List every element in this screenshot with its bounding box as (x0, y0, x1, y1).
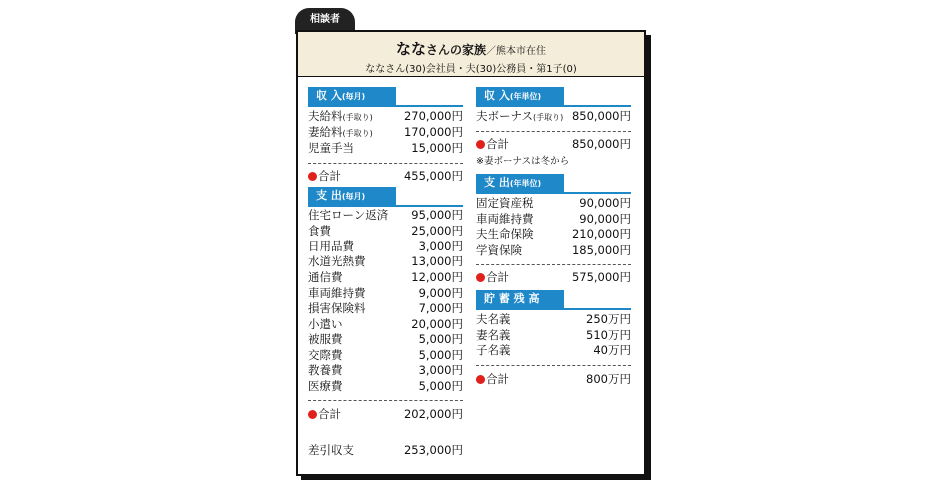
expense-yearly-label: 支 出 (484, 176, 510, 189)
expense-row (308, 363, 463, 378)
savings-name: 妻名義 (476, 328, 511, 342)
yearly-expense-value: 185,000円 (571, 243, 631, 257)
income-row-name: 児童手当 (308, 141, 354, 155)
savings-name: 子名義 (476, 343, 511, 357)
expense-row-name: 小遣い (308, 317, 343, 331)
yearly-expense-value: 90,000円 (579, 196, 631, 210)
expense-row-value: 5,000円 (418, 379, 463, 393)
red-dot-icon (308, 172, 317, 181)
expense-row (308, 379, 463, 394)
income-row-name: 夫給料 (308, 109, 343, 123)
savings-value: 40万円 (593, 343, 631, 357)
expense-row-name: 交際費 (308, 348, 343, 362)
bonus-memo: ※妻ボーナスは冬から (476, 156, 570, 167)
income-row-note: (手取り) (342, 129, 373, 138)
income-row-note: (手取り) (342, 113, 373, 122)
expense-row-value: 3,000円 (418, 363, 463, 377)
savings-total-row (476, 372, 631, 387)
card-header (298, 32, 644, 77)
expense-row-name: 通信費 (308, 270, 343, 284)
expense-monthly-unit: (毎月) (341, 192, 366, 201)
expense-row-value: 7,000円 (418, 301, 463, 315)
expense-row-value: 25,000円 (411, 224, 463, 238)
expense-yearly-unit: (年単位) (509, 179, 542, 188)
income-row (308, 109, 463, 124)
expense-row-name: 被服費 (308, 332, 343, 346)
expense-yearly-header (476, 174, 631, 194)
income-row (308, 125, 463, 140)
family-title-suffix: さんの家族 (426, 43, 487, 57)
yearly-expense-value: 210,000円 (571, 227, 631, 241)
divider (308, 400, 463, 401)
yearly-expense-name: 固定資産税 (476, 196, 534, 210)
expense-row (308, 332, 463, 347)
expense-monthly-header (308, 187, 463, 207)
income-row-name: 妻給料 (308, 125, 343, 139)
family-members: ななさん(30)会社員・夫(30)公務員・第1子(0) (365, 64, 577, 75)
red-dot-icon (476, 140, 485, 149)
savings-total-value: 800万円 (586, 372, 631, 386)
expense-monthly-label: 支 出 (316, 189, 342, 202)
yearly-expense-name: 車両維持費 (476, 212, 534, 226)
family-location: ／熊本市在住 (486, 46, 547, 57)
balance-value: 253,000円 (403, 443, 463, 457)
expense-total-value: 202,000円 (403, 407, 463, 421)
income-total-row (308, 169, 463, 184)
yearly-expense-row (476, 212, 631, 227)
savings-label: 貯 蓄 残 高 (476, 290, 564, 308)
expense-row (308, 286, 463, 301)
expense-row (308, 301, 463, 316)
red-dot-icon (476, 273, 485, 282)
yearly-expense-name: 学資保険 (476, 243, 522, 257)
savings-value: 510万円 (586, 328, 631, 342)
household-budget-card (296, 30, 646, 476)
savings-header (476, 290, 631, 310)
divider (476, 264, 631, 265)
balance-row (308, 443, 463, 458)
income-total-value: 455,000円 (403, 169, 463, 183)
yearly-income-total-value: 850,000円 (571, 137, 631, 151)
savings-row (476, 343, 631, 358)
expense-row-value: 5,000円 (418, 332, 463, 346)
family-name: なな (395, 40, 426, 58)
expense-row (308, 208, 463, 223)
income-row-value: 270,000円 (403, 109, 463, 123)
savings-row (476, 328, 631, 343)
yearly-income-row (476, 109, 631, 124)
divider (476, 131, 631, 132)
income-row (308, 141, 463, 156)
yearly-income-note: (手取り) (533, 113, 564, 122)
expense-row-value: 3,000円 (418, 239, 463, 253)
income-row-value: 170,000円 (403, 125, 463, 139)
expense-row (308, 254, 463, 269)
family-title (298, 38, 644, 59)
expense-row-value: 12,000円 (411, 270, 463, 284)
expense-row-name: 水道光熱費 (308, 254, 366, 268)
yearly-expense-total-row (476, 270, 631, 285)
expense-row-name: 食費 (308, 224, 331, 238)
income-yearly-unit: (年単位) (509, 92, 542, 101)
expense-row-name: 医療費 (308, 379, 343, 393)
expense-row-name: 車両維持費 (308, 286, 366, 300)
total-label: 合計 (486, 137, 509, 151)
expense-row-value: 95,000円 (411, 208, 463, 222)
divider (308, 163, 463, 164)
expense-row-name: 教養費 (308, 363, 343, 377)
total-label: 合計 (486, 270, 509, 284)
income-yearly-header (476, 87, 631, 107)
consultant-tab: 相談者 (295, 8, 355, 34)
expense-row (308, 224, 463, 239)
red-dot-icon (308, 410, 317, 419)
total-label: 合計 (318, 407, 341, 421)
yearly-income-value: 850,000円 (571, 109, 631, 123)
income-monthly-label: 収 入 (316, 89, 342, 102)
income-monthly-unit: (毎月) (341, 92, 366, 101)
red-dot-icon (476, 375, 485, 384)
income-row-value: 15,000円 (411, 141, 463, 155)
income-monthly-header (308, 87, 463, 107)
expense-row-name: 住宅ローン返済 (308, 208, 389, 222)
savings-row (476, 312, 631, 327)
yearly-expense-name: 夫生命保険 (476, 227, 534, 241)
divider (476, 365, 631, 366)
total-label: 合計 (318, 169, 341, 183)
yearly-expense-total-value: 575,000円 (571, 270, 631, 284)
expense-row-value: 9,000円 (418, 286, 463, 300)
savings-name: 夫名義 (476, 312, 511, 326)
yearly-expense-row (476, 227, 631, 242)
expense-total-row (308, 407, 463, 422)
expense-row-value: 5,000円 (418, 348, 463, 362)
yearly-expense-row (476, 243, 631, 258)
expense-row-name: 損害保険料 (308, 301, 366, 315)
yearly-income-total-row (476, 137, 631, 152)
income-yearly-label: 収 入 (484, 89, 510, 102)
expense-row-value: 20,000円 (411, 317, 463, 331)
yearly-expense-row (476, 196, 631, 211)
expense-row (308, 317, 463, 332)
savings-value: 250万円 (586, 312, 631, 326)
expense-row (308, 270, 463, 285)
expense-row (308, 348, 463, 363)
total-label: 合計 (486, 372, 509, 386)
expense-row-value: 13,000円 (411, 254, 463, 268)
expense-row (308, 239, 463, 254)
expense-row-name: 日用品費 (308, 239, 354, 253)
balance-label: 差引収支 (308, 443, 354, 457)
yearly-expense-value: 90,000円 (579, 212, 631, 226)
yearly-income-name: 夫ボーナス (476, 109, 534, 123)
